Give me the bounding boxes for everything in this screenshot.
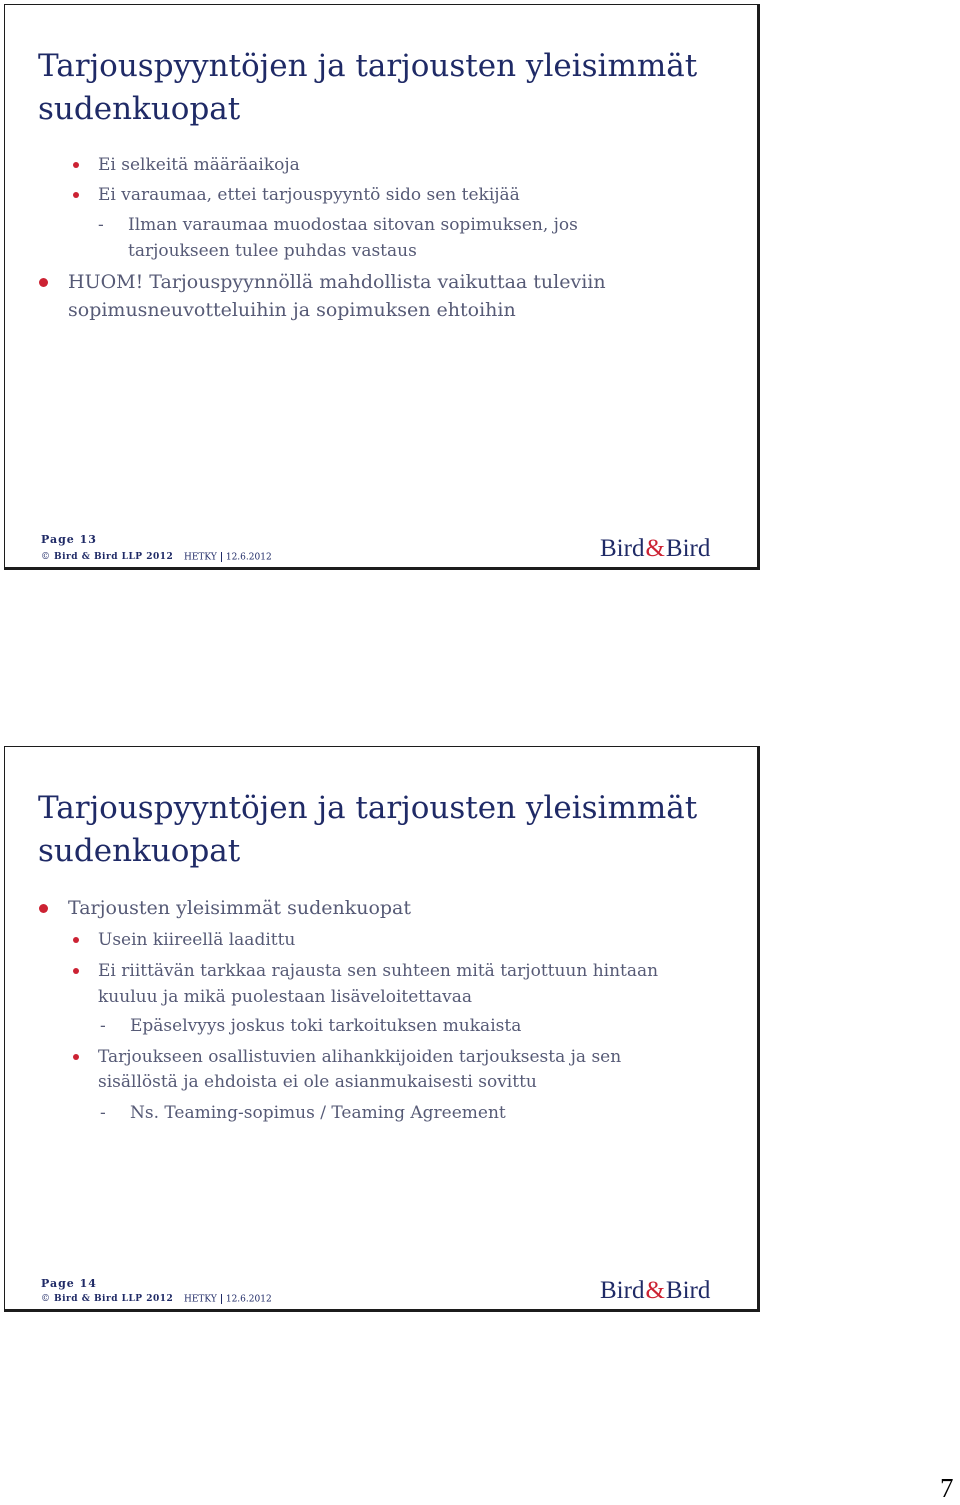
dash-marker: - [100, 1103, 106, 1123]
copyright [41, 1294, 173, 1304]
logo-ampersand: & [645, 1277, 665, 1304]
slide-title-line2: sudenkuopat [38, 91, 241, 127]
bullet-item-continuation [98, 984, 472, 1010]
bullet-item [68, 269, 606, 295]
dash-marker: - [100, 1016, 106, 1036]
bullet-item [98, 212, 578, 238]
slide-title-line2: sudenkuopat [38, 833, 241, 869]
slide-title-line1: Tarjouspyyntöjen ja tarjousten yleisimmät [38, 790, 698, 826]
separator [221, 1294, 222, 1304]
event-date: 12.6.2012 [225, 1294, 272, 1305]
bullet-text: Ei varaumaa, ettei tarjouspyyntö sido sen tekijää [98, 185, 520, 205]
copyright-firm: Bird & Bird LLP 2012 [54, 552, 174, 562]
copyright-symbol: © [41, 1294, 50, 1304]
bullet-dot [73, 937, 79, 943]
bullet-text: Ei riittävän tarkkaa rajausta sen suhteen mitä tarjottuun hintaan [98, 961, 659, 981]
bullet-text: Tarjousten yleisimmät sudenkuopat [68, 897, 412, 919]
bullet-dot [73, 968, 79, 974]
logo-word: Bird [600, 535, 645, 562]
event-name: HETKY [184, 1294, 217, 1305]
bullet-item [98, 182, 520, 208]
bullet-dot [73, 192, 79, 198]
bullet-text: HUOM! Tarjouspyynnöllä mahdollista vaikuttaa tuleviin [68, 271, 606, 293]
bullet-item [98, 1044, 621, 1070]
bullet-text: kuuluu ja mikä puolestaan lisäveloitettavaa [98, 987, 472, 1007]
logo-word: Bird [600, 1277, 645, 1304]
bullet-text: Ilman varaumaa muodostaa sitovan sopimuksen, jos [128, 215, 578, 235]
bullet-item [68, 895, 411, 921]
logo-word: Bird [665, 1277, 711, 1304]
bullet-list [5, 5, 757, 567]
copyright-symbol: © [41, 552, 50, 562]
footer-meta [184, 1294, 272, 1305]
bullet-dot [39, 904, 48, 913]
bullet-item [100, 1100, 506, 1126]
bullet-text: sopimusneuvotteluihin ja sopimuksen ehtoihin [68, 299, 516, 321]
bullet-item [98, 927, 295, 953]
bullet-text: tarjoukseen tulee puhdas vastaus [128, 241, 417, 261]
page-label: Page 13 [41, 533, 97, 546]
event-name: HETKY [184, 552, 217, 563]
bullet-dot [73, 1054, 79, 1060]
bullet-dot [39, 278, 48, 287]
bullet-item-continuation [98, 1069, 537, 1095]
event-date: 12.6.2012 [225, 552, 272, 563]
bullet-list [5, 747, 757, 1309]
logo-word: Bird [665, 535, 711, 562]
page-label: Page 14 [41, 1277, 97, 1290]
bullet-text: Ns. Teaming-sopimus / Teaming Agreement [130, 1103, 506, 1123]
bird-and-bird-logo [600, 1277, 710, 1305]
bullet-text: Usein kiireellä laadittu [98, 930, 296, 950]
dash-marker: - [98, 215, 104, 235]
logo-ampersand: & [645, 535, 665, 562]
slide-14 [4, 746, 760, 1312]
bullet-text: Ei selkeitä määräaikoja [98, 155, 300, 175]
document-page-number: 7 [940, 1473, 954, 1503]
bullet-item [98, 958, 658, 984]
separator [221, 552, 222, 562]
footer-meta [184, 552, 272, 563]
slide-13 [4, 4, 760, 570]
bullet-item [98, 152, 300, 178]
bird-and-bird-logo [600, 535, 710, 563]
bullet-dot [73, 162, 79, 168]
bullet-text: Tarjoukseen osallistuvien alihankkijoiden tarjouksesta ja sen [98, 1047, 622, 1067]
bullet-item-continuation [128, 238, 417, 264]
bullet-item-continuation [68, 297, 516, 323]
copyright [41, 552, 173, 562]
copyright-firm: Bird & Bird LLP 2012 [54, 1294, 174, 1304]
slide-title-line1: Tarjouspyyntöjen ja tarjousten yleisimmät [38, 48, 698, 84]
bullet-text: sisällöstä ja ehdoista ei ole asianmukaisesti sovittu [98, 1072, 537, 1092]
bullet-text: Epäselvyys joskus toki tarkoituksen mukaista [130, 1016, 522, 1036]
bullet-item [100, 1013, 522, 1039]
